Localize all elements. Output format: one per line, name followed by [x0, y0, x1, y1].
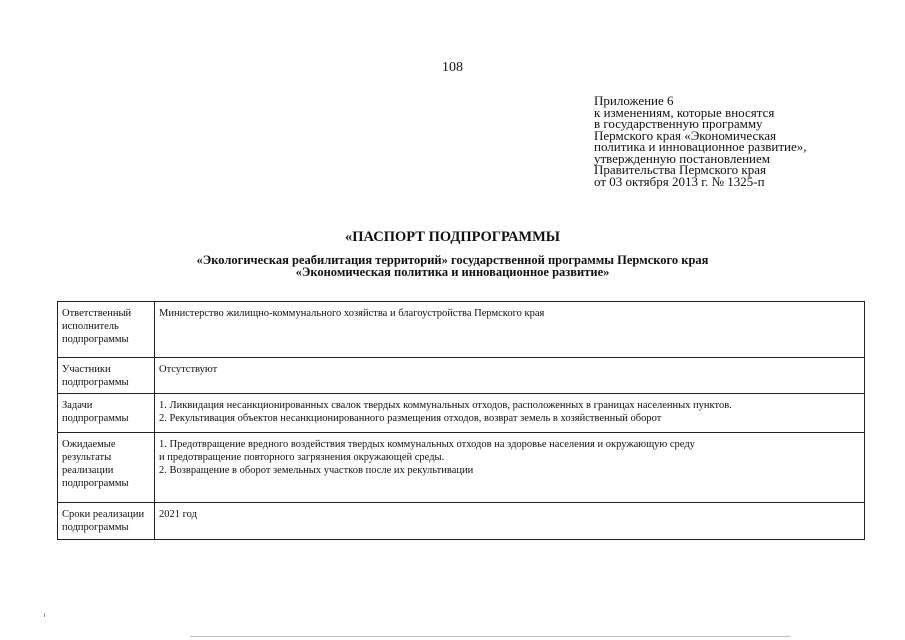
- table-row: [58, 394, 865, 433]
- appendix-line: утвержденную постановлением: [594, 150, 771, 166]
- appendix-line: Пермского края «Экономическая: [594, 127, 777, 143]
- scan-speck: [44, 613, 45, 617]
- table-row: [58, 433, 865, 503]
- row-label-tasks: Задачи подпрограммы: [58, 394, 155, 433]
- value-line: 1. Предотвращение вредного воздействия твердых коммунальных отходов на здоровье населения и окружающую среду: [159, 439, 695, 450]
- value-line: Министерство жилищно-коммунального хозяйства и благоустройства Пермского края: [159, 308, 545, 319]
- appendix-line: Правительства Пермского края: [594, 162, 766, 177]
- document-title: «ПАСПОРТ ПОДПРОГРАММЫ: [344, 229, 561, 245]
- row-value-responsible: [155, 302, 865, 358]
- appendix-line: политика и инновационное развитие»,: [594, 139, 807, 154]
- row-label-responsible: Ответственный исполнитель подпрограммы: [58, 302, 155, 358]
- value-line: Отсутствуют: [159, 364, 218, 375]
- row-label-expected-results: Ожидаемые результаты реализации подпрограммы: [58, 433, 155, 503]
- value-line: 2021 год: [159, 509, 197, 520]
- subtitle-line: «Экологическая реабилитация территорий» государственной программы Пермского края: [196, 253, 709, 267]
- row-value-timeline: [155, 503, 865, 540]
- row-label-timeline: Сроки реализации подпрограммы: [58, 503, 155, 540]
- value-line: 1. Ликвидация несанкционированных свалок твердых коммунальных отходов, расположенных в границах населенных пунктов.: [159, 400, 732, 411]
- table-row: [58, 358, 865, 394]
- appendix-line: к изменениям, которые вносятся: [594, 104, 775, 120]
- row-value-expected-results: [155, 433, 865, 503]
- scan-edge-line: [190, 636, 790, 637]
- appendix-line: в государственную программу: [594, 116, 763, 131]
- value-line: и предотвращение повторного загрязнения окружающей среды.: [159, 452, 445, 463]
- value-line: 2. Рекультивация объектов несанкционированного размещения отходов, возврат земель в хозяйственный оборот: [159, 413, 662, 424]
- appendix-note: [594, 95, 894, 187]
- passport-table: [57, 301, 865, 540]
- table-row: [58, 503, 865, 540]
- page-number: 108: [442, 60, 463, 75]
- appendix-line: от 03 октября 2013 г. № 1325-п: [594, 173, 765, 189]
- subtitle-line: «Экономическая политика и инновационное развитие»: [295, 265, 610, 279]
- value-line: 2. Возвращение в оборот земельных участков после их рекультивации: [159, 465, 474, 476]
- appendix-line: Приложение 6: [594, 93, 674, 108]
- row-label-participants: Участники подпрограммы: [58, 358, 155, 394]
- table-row: [58, 302, 865, 358]
- row-value-participants: [155, 358, 865, 394]
- document-subtitle: [0, 254, 905, 278]
- row-value-tasks: [155, 394, 865, 433]
